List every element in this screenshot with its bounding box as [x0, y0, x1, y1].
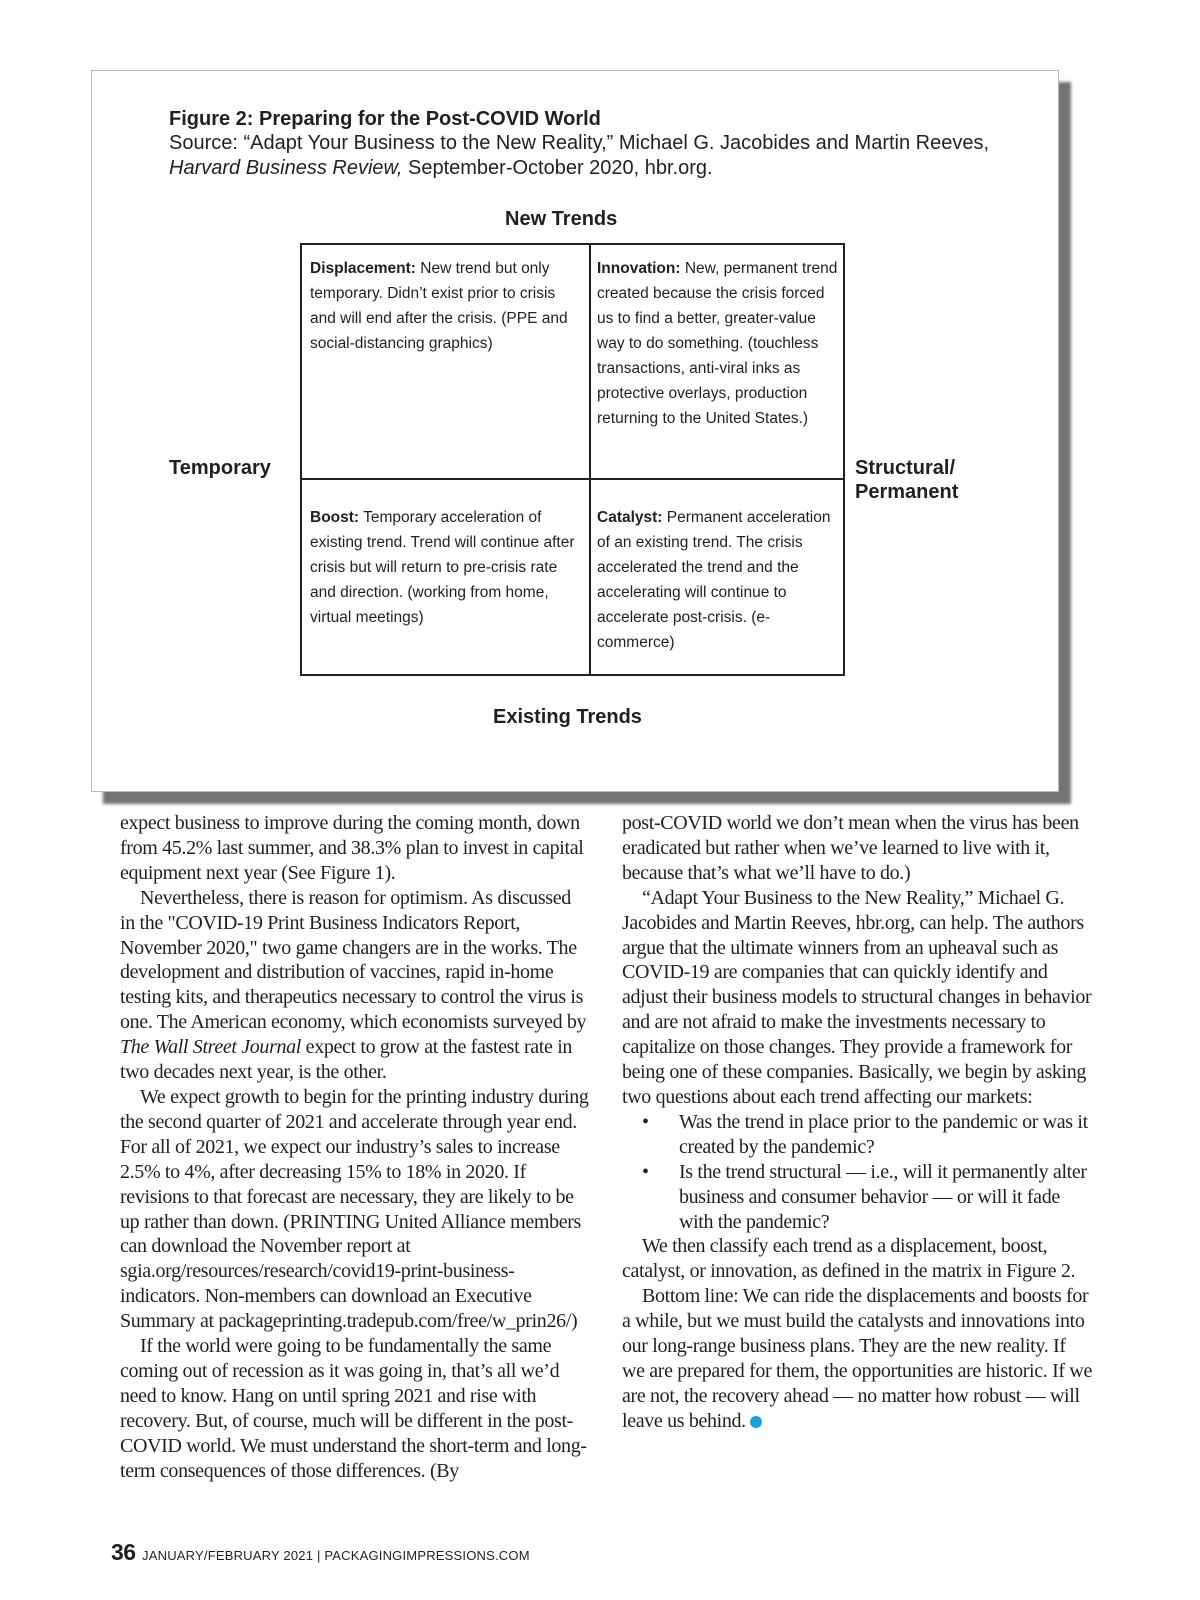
list-item-text: Is the trend structural — i.e., will it permanently alter business and consumer behavior — or will it fade with the pandemic?	[679, 1160, 1087, 1233]
end-mark-icon	[750, 1416, 762, 1428]
paragraph: We expect growth to begin for the printing industry during the second quarter of 2021 and accelerate through year end. For all of 2021, we expect our industry’s sales to increase 2.5% to 4%, after decreasing 15% to 18% in 2020. If revisions to that forecast are necessary, they are likely to be up rather than down. (PRINTING United Alliance members can download the November report at sgia.org/resources/research/covid19-print-business-indicators. Non-members can download an Executive Summary at packageprinting.tradepub.com/free/w_prin26/)	[120, 1085, 589, 1333]
bullet-icon: •	[642, 1110, 649, 1133]
paragraph-text: Bottom line: We can ride the displacements and boosts for a while, but we must build the catalysts and innovations into our long-range business plans. They are the new reality. If we are prepared for them, the opportunities are historic. If we are not, the recovery ahead — no matter how robust — will leave us behind.	[622, 1285, 1092, 1432]
bullet-icon: •	[642, 1160, 649, 1183]
list-item	[622, 1110, 1092, 1160]
cell-term: Catalyst:	[597, 509, 663, 526]
paragraph	[622, 1284, 1092, 1433]
paragraph-text: Nevertheless, there is reason for optimism. As discussed in the "COVID-19 Print Business Indicators Report, November 2020," two game changers are in the works. The development and distribution of vaccines, rapid in-home testing kits, and therapeutics necessary to control the virus is one. The American economy, which economists surveyed by	[120, 886, 587, 1034]
paragraph: “Adapt Your Business to the New Reality,” Michael G. Jacobides and Martin Reeves, hbr.org, can help. The authors argue that the ultimate winners from an upheaval such as COVID-19 are companies that can quickly identify and adjust their business models to structural changes in behavior and are not afraid to make the investments necessary to capitalize on those changes. They provide a framework for being one of these companies. Basically, we begin by asking two questions about each trend affecting our markets:	[622, 886, 1092, 1108]
matrix-cell-innovation	[597, 256, 845, 431]
page-number: 36	[111, 1539, 136, 1565]
footer-publication: JANUARY/FEBRUARY 2021 | PACKAGINGIMPRESSIONS.COM	[142, 1548, 530, 1563]
figure-title: Figure 2: Preparing for the Post-COVID World	[169, 108, 601, 130]
figure-2-box	[91, 70, 1059, 792]
question-list	[622, 1110, 1092, 1235]
paragraph: post-COVID world we don’t mean when the virus has been eradicated but rather when we’ve learned to live with it, because that’s what we’ll have to do.)	[622, 812, 1079, 884]
figure-source-journal: Harvard Business Review,	[169, 157, 403, 179]
cell-term: Innovation:	[597, 260, 681, 277]
matrix-cell-catalyst	[597, 505, 845, 655]
article-column-right	[622, 811, 1092, 1434]
list-item-text: Was the trend in place prior to the pandemic or was it created by the pandemic?	[679, 1110, 1088, 1158]
article-column-left	[120, 811, 590, 1483]
page-footer	[111, 1539, 530, 1566]
paragraph-text: expect to grow at the fastest rate in two decades next year, is the other.	[120, 1036, 573, 1084]
list-item	[622, 1160, 1092, 1235]
axis-label-temporary: Temporary	[169, 457, 271, 479]
publication-name: The Wall Street Journal	[120, 1036, 302, 1059]
matrix-cell-boost	[310, 505, 578, 630]
cell-text: New, permanent trend created because the crisis forced us to find a better, greater-value way to do something. (touchless transactions, anti-viral inks as protective overlays, production returning to the United States.)	[597, 260, 838, 427]
figure-source	[169, 131, 1009, 181]
cell-term: Displacement:	[310, 260, 416, 277]
cell-text: Temporary acceleration of existing trend. Trend will continue after crisis but will return to pre-crisis rate and direction. (working from home, virtual meetings)	[310, 509, 575, 626]
axis-label-structural-permanent: Structural/ Permanent	[855, 457, 959, 503]
cell-text: New trend but only temporary. Didn’t exist prior to crisis and will end after the crisis. (PPE and social-distancing graphics)	[310, 260, 568, 352]
paragraph: If the world were going to be fundamentally the same coming out of recession as it was going in, that’s all we’d need to know. Hang on until spring 2021 and rise with recovery. But, of course, much will be different in the post-COVID world. We must understand the short-term and long-term consequences of those differences. (By	[120, 1335, 587, 1482]
figure-source-text: Source: “Adapt Your Business to the New Reality,” Michael G. Jacobides and Martin Reeves,	[169, 132, 990, 154]
matrix-cell-displacement	[310, 256, 578, 356]
axis-label-new-trends: New Trends	[505, 208, 618, 230]
figure-source-date: September-October 2020, hbr.org.	[402, 157, 713, 179]
matrix-divider-horizontal	[302, 478, 843, 480]
cell-text: Permanent acceleration of an existing trend. The crisis accelerated the trend and the accelerating will continue to accelerate post-crisis. (e-commerce)	[597, 509, 831, 651]
trend-matrix	[300, 243, 845, 676]
cell-term: Boost:	[310, 509, 360, 526]
paragraph: expect business to improve during the coming month, down from 45.2% last summer, and 38.3% plan to invest in capital equipment next year (See Figure 1).	[120, 812, 584, 884]
paragraph: We then classify each trend as a displacement, boost, catalyst, or innovation, as defined in the matrix in Figure 2.	[622, 1235, 1076, 1283]
matrix-divider-vertical	[589, 245, 591, 674]
axis-label-existing-trends: Existing Trends	[493, 706, 642, 728]
paragraph	[120, 886, 590, 1085]
